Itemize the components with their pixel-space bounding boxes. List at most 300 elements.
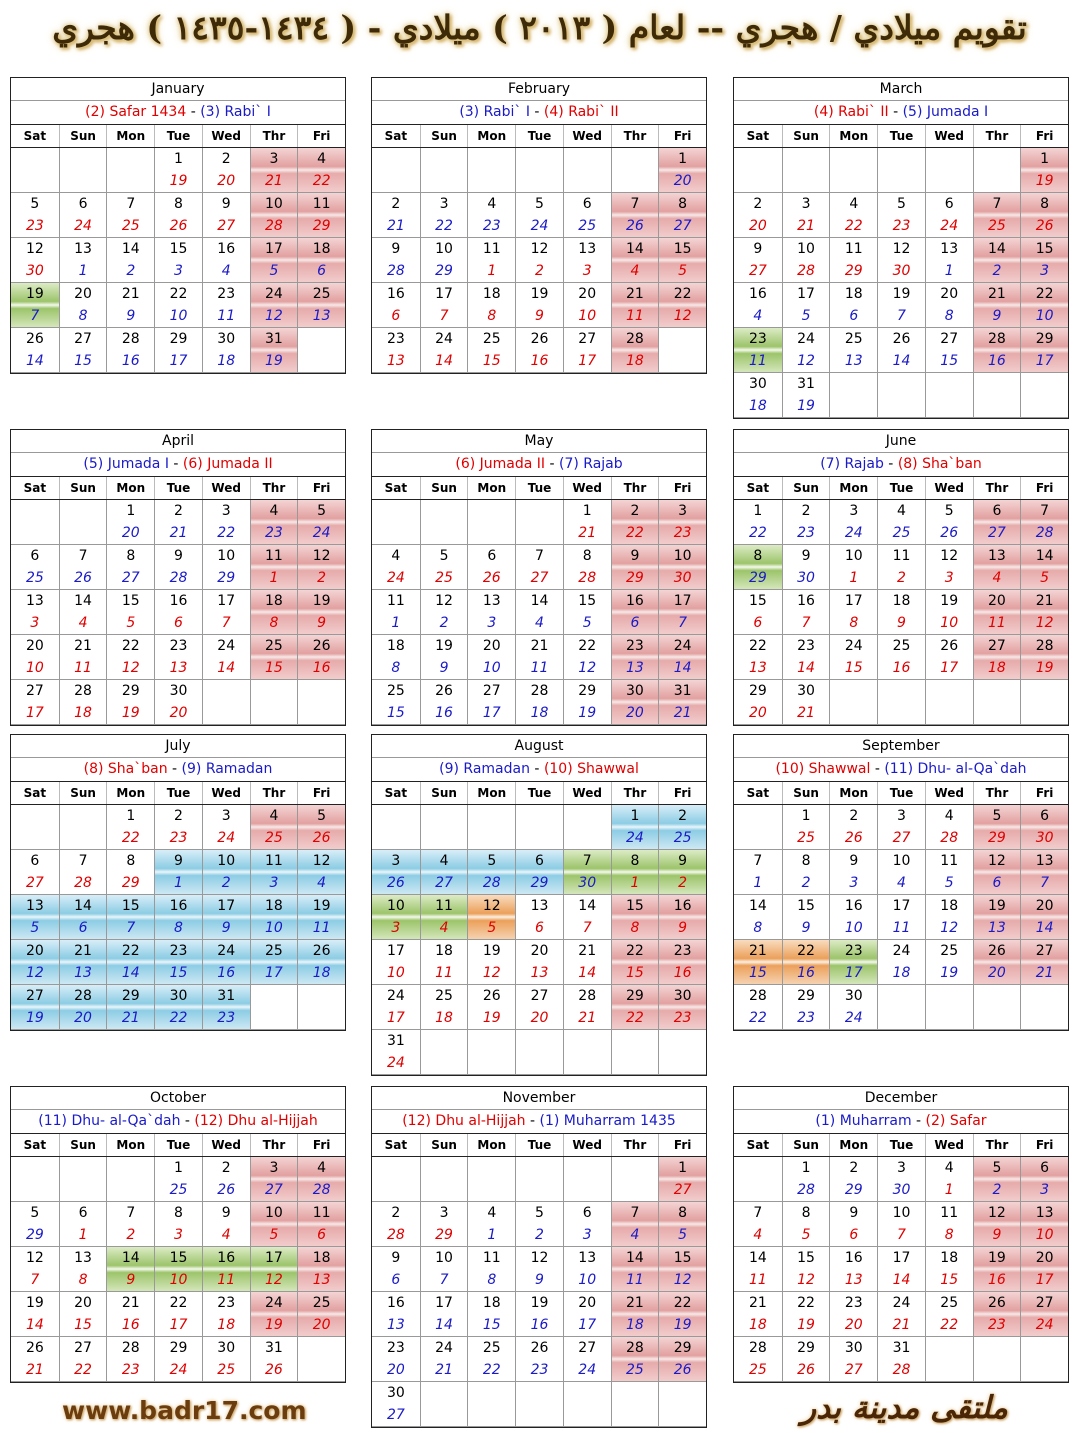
hijri-day — [11, 827, 59, 849]
hijri-day: 6 — [992, 875, 1002, 891]
hijri-day: 9 — [678, 920, 688, 936]
day-cell — [973, 1292, 1021, 1337]
gregorian-day: 19 — [312, 593, 331, 609]
hijri-day: 13 — [626, 660, 644, 676]
hijri-day — [298, 350, 345, 372]
day-cell — [372, 283, 420, 328]
hijri-day: 14 — [217, 660, 236, 676]
hijri-day: 20 — [673, 173, 692, 189]
day-cell — [925, 238, 973, 283]
gregorian-day — [298, 328, 345, 350]
gregorian-day: 28 — [530, 683, 549, 699]
day-cell — [734, 500, 782, 545]
hijri-day — [468, 1179, 515, 1201]
hijri-months-label — [734, 101, 1068, 125]
empty-day-cell — [877, 680, 925, 725]
empty-day-cell — [515, 148, 563, 193]
gregorian-day — [421, 148, 468, 170]
weekday-label: Fri — [1020, 782, 1068, 804]
gregorian-day: 22 — [169, 1295, 188, 1311]
hijri-day — [421, 170, 468, 192]
day-cell — [154, 590, 202, 635]
hijri-day: 14 — [25, 353, 44, 369]
gregorian-day — [1021, 1337, 1068, 1359]
hijri-day: 22 — [940, 1317, 959, 1333]
hijri-day: 25 — [797, 830, 815, 846]
hijri-day: 14 — [435, 353, 453, 369]
gregorian-day — [659, 1382, 706, 1404]
gregorian-day: 25 — [940, 1295, 959, 1311]
gregorian-day: 6 — [78, 1205, 88, 1221]
day-cell — [734, 1247, 782, 1292]
hijri-day: 14 — [25, 1317, 44, 1333]
gregorian-day: 20 — [988, 593, 1006, 609]
month-block-august — [371, 734, 707, 1076]
gregorian-day — [830, 148, 877, 170]
hijri-day: 20 — [169, 705, 188, 721]
gregorian-day: 29 — [748, 683, 767, 699]
hijri-day: 20 — [748, 705, 767, 721]
weekday-label: Wed — [202, 477, 250, 499]
month-block-july — [10, 734, 346, 1031]
empty-day-cell — [563, 148, 611, 193]
gregorian-day: 24 — [673, 638, 692, 654]
hijri-day: 30 — [892, 263, 911, 279]
empty-day-cell — [467, 500, 515, 545]
day-cell — [59, 1292, 107, 1337]
hijri-day: 13 — [312, 308, 331, 324]
hijri-day: 5 — [582, 615, 592, 631]
day-cell — [420, 590, 468, 635]
hijri-day: 10 — [25, 660, 44, 676]
hijri-day: 24 — [386, 1055, 405, 1071]
gregorian-day — [107, 148, 154, 170]
hijri-day — [298, 702, 345, 724]
gregorian-day: 9 — [630, 548, 640, 564]
hijri-day: 3 — [1040, 1182, 1050, 1198]
hijri-day: 25 — [169, 1182, 188, 1198]
hijri-day: 20 — [748, 218, 767, 234]
hijri-day: 14 — [673, 660, 692, 676]
hijri-day: 5 — [1040, 570, 1050, 586]
gregorian-day: 1 — [174, 151, 183, 167]
gregorian-day: 14 — [626, 1250, 644, 1266]
gregorian-day: 25 — [940, 943, 959, 959]
gregorian-day — [372, 1157, 420, 1179]
day-cell — [1020, 1157, 1068, 1202]
day-cell — [734, 328, 782, 373]
weeks-grid — [372, 148, 706, 373]
weekday-label: Fri — [658, 1134, 706, 1156]
day-cell — [734, 985, 782, 1030]
hijri-day: 21 — [121, 1010, 140, 1026]
gregorian-day: 2 — [849, 808, 859, 824]
gregorian-day: 28 — [578, 988, 597, 1004]
day-cell — [658, 500, 706, 545]
hijri-day: 9 — [897, 615, 906, 631]
day-cell — [658, 985, 706, 1030]
day-cell — [59, 985, 107, 1030]
hijri-day: 10 — [1035, 308, 1054, 324]
hijri-day — [516, 1179, 563, 1201]
gregorian-day: 21 — [748, 943, 767, 959]
gregorian-day: 23 — [844, 943, 863, 959]
gregorian-day: 18 — [265, 898, 283, 914]
weeks-grid — [11, 500, 345, 725]
gregorian-day: 16 — [797, 593, 815, 609]
gregorian-day — [11, 500, 59, 522]
hijri-day: 12 — [265, 1272, 283, 1288]
hijri-day: 22 — [482, 1362, 501, 1378]
hijri-day: 11 — [217, 308, 236, 324]
day-cell — [154, 283, 202, 328]
hijri-day: 10 — [386, 965, 405, 981]
hijri-day: 15 — [74, 1317, 92, 1333]
hijri-day: 28 — [169, 570, 188, 586]
hijri-months-label — [372, 453, 706, 477]
gregorian-day: 20 — [74, 1295, 92, 1311]
gregorian-day: 19 — [25, 1295, 44, 1311]
day-cell — [877, 805, 925, 850]
gregorian-day: 20 — [940, 286, 959, 302]
gregorian-day: 9 — [753, 241, 763, 257]
hijri-day — [564, 1179, 611, 1201]
website-url: www.badr17.com — [62, 1396, 307, 1425]
gregorian-day: 31 — [892, 1340, 911, 1356]
hijri-day: 24 — [169, 1362, 188, 1378]
weekday-label: Tue — [154, 1134, 202, 1156]
day-cell — [11, 895, 59, 940]
day-cell — [611, 1292, 659, 1337]
day-cell — [925, 283, 973, 328]
gregorian-day: 5 — [317, 503, 327, 519]
day-cell — [250, 590, 298, 635]
hijri-day: 10 — [940, 615, 959, 631]
weekday-label: Fri — [658, 477, 706, 499]
hijri-day: 11 — [217, 1272, 236, 1288]
hijri-day: 15 — [626, 965, 644, 981]
gregorian-day: 20 — [25, 943, 44, 959]
day-cell — [877, 1247, 925, 1292]
gregorian-day: 12 — [988, 1205, 1006, 1221]
gregorian-day: 21 — [988, 286, 1006, 302]
month-block-april — [10, 429, 346, 726]
gregorian-day: 23 — [844, 1295, 863, 1311]
hijri-day: 2 — [992, 263, 1002, 279]
gregorian-day: 30 — [673, 988, 692, 1004]
hijri-day: 18 — [530, 705, 549, 721]
day-cell — [154, 940, 202, 985]
hijri-day — [11, 522, 59, 544]
empty-day-cell — [467, 148, 515, 193]
hijri-day — [783, 170, 830, 192]
hijri-month-part: (1) Muharram — [815, 1113, 912, 1129]
hijri-day: 6 — [78, 920, 88, 936]
hijri-month-part: - — [529, 761, 544, 777]
day-cell — [297, 895, 345, 940]
hijri-day: 19 — [265, 1317, 283, 1333]
gregorian-day: 2 — [678, 808, 688, 824]
hijri-month-part: - — [888, 104, 903, 120]
hijri-day — [878, 1007, 925, 1029]
hijri-day: 28 — [265, 218, 283, 234]
hijri-day: 28 — [797, 263, 815, 279]
hijri-months-label — [372, 101, 706, 125]
hijri-day — [878, 170, 925, 192]
hijri-day: 13 — [844, 353, 863, 369]
gregorian-day: 31 — [265, 1340, 283, 1356]
weeks-grid — [11, 148, 345, 373]
day-cell — [106, 500, 154, 545]
day-cell — [420, 238, 468, 283]
gregorian-day: 10 — [892, 853, 911, 869]
gregorian-day: 10 — [844, 548, 863, 564]
empty-day-cell — [515, 1157, 563, 1202]
day-cell — [973, 193, 1021, 238]
day-cell — [973, 805, 1021, 850]
hijri-day: 10 — [578, 308, 597, 324]
day-cell — [372, 328, 420, 373]
hijri-month-part: (10) Shawwal — [543, 761, 639, 777]
gregorian-day — [468, 148, 515, 170]
day-cell — [11, 1202, 59, 1247]
day-cell — [154, 895, 202, 940]
hijri-day — [468, 827, 515, 849]
gregorian-day: 30 — [748, 376, 767, 392]
day-cell — [59, 1337, 107, 1382]
gregorian-day: 11 — [386, 593, 405, 609]
day-cell — [420, 283, 468, 328]
hijri-day: 11 — [748, 1272, 767, 1288]
day-cell — [658, 680, 706, 725]
day-cell — [658, 1202, 706, 1247]
hijri-day: 14 — [578, 965, 597, 981]
hijri-day: 29 — [217, 570, 236, 586]
day-cell — [973, 1157, 1021, 1202]
day-cell — [611, 1247, 659, 1292]
day-cell — [372, 1030, 420, 1075]
day-cell — [1020, 238, 1068, 283]
hijri-day: 23 — [169, 830, 188, 846]
empty-day-cell — [372, 805, 420, 850]
hijri-day: 17 — [482, 705, 501, 721]
hijri-day: 22 — [169, 1010, 188, 1026]
empty-day-cell — [372, 500, 420, 545]
gregorian-day: 16 — [844, 898, 863, 914]
gregorian-day: 15 — [797, 898, 815, 914]
gregorian-day — [926, 985, 973, 1007]
gregorian-day: 14 — [988, 241, 1006, 257]
day-cell — [467, 635, 515, 680]
hijri-day: 29 — [844, 1182, 863, 1198]
hijri-day: 6 — [753, 615, 763, 631]
day-cell — [734, 850, 782, 895]
day-cell — [829, 500, 877, 545]
gregorian-day: 22 — [121, 638, 140, 654]
hijri-day — [421, 1052, 468, 1074]
hijri-day: 13 — [530, 965, 549, 981]
hijri-day — [468, 1404, 515, 1426]
empty-day-cell — [467, 805, 515, 850]
hijri-day: 16 — [673, 965, 692, 981]
day-cell — [202, 283, 250, 328]
hijri-day: 8 — [753, 920, 763, 936]
gregorian-day — [251, 985, 298, 1007]
hijri-day: 13 — [748, 660, 767, 676]
gregorian-day: 21 — [74, 943, 92, 959]
weekday-label: Thr — [611, 1134, 659, 1156]
gregorian-day: 9 — [391, 1250, 401, 1266]
hijri-day: 5 — [801, 308, 811, 324]
day-cell — [734, 895, 782, 940]
hijri-day — [564, 170, 611, 192]
gregorian-day — [60, 805, 107, 827]
month-name: September — [734, 735, 1068, 758]
month-name: November — [372, 1087, 706, 1110]
hijri-day: 11 — [748, 353, 767, 369]
day-cell — [563, 680, 611, 725]
gregorian-day: 8 — [753, 548, 763, 564]
hijri-month-part: (9) Ramadan — [439, 761, 530, 777]
gregorian-day: 18 — [312, 1250, 331, 1266]
hijri-day: 15 — [482, 1317, 501, 1333]
empty-day-cell — [734, 148, 782, 193]
hijri-day: 23 — [988, 1317, 1006, 1333]
day-cell — [563, 193, 611, 238]
weekday-header-row — [734, 1134, 1068, 1157]
hijri-day: 8 — [391, 660, 401, 676]
weekday-label: Tue — [154, 125, 202, 147]
gregorian-day: 17 — [435, 1295, 453, 1311]
hijri-day: 2 — [439, 615, 449, 631]
gregorian-day: 3 — [439, 196, 449, 212]
gregorian-day: 12 — [940, 548, 959, 564]
gregorian-day: 16 — [217, 241, 236, 257]
day-cell — [372, 545, 420, 590]
hijri-day: 21 — [25, 1362, 44, 1378]
hijri-day: 28 — [386, 1227, 405, 1243]
day-cell — [250, 1337, 298, 1382]
hijri-day: 29 — [626, 570, 644, 586]
hijri-day: 11 — [892, 920, 911, 936]
weekday-label: Wed — [202, 1134, 250, 1156]
gregorian-day: 13 — [25, 898, 44, 914]
gregorian-day: 28 — [748, 988, 767, 1004]
gregorian-day: 24 — [892, 943, 911, 959]
day-cell — [297, 238, 345, 283]
gregorian-day: 7 — [78, 548, 88, 564]
hijri-day: 6 — [849, 1227, 859, 1243]
hijri-day: 7 — [221, 615, 231, 631]
hijri-day: 16 — [530, 1317, 549, 1333]
gregorian-day: 18 — [844, 286, 863, 302]
hijri-day: 16 — [121, 1317, 140, 1333]
weekday-label: Sun — [59, 125, 107, 147]
gregorian-day: 2 — [801, 503, 811, 519]
month-name: June — [734, 430, 1068, 453]
hijri-day: 29 — [530, 875, 549, 891]
day-cell — [829, 1247, 877, 1292]
hijri-day: 12 — [797, 1272, 815, 1288]
gregorian-day — [612, 1030, 659, 1052]
hijri-day — [734, 1179, 782, 1201]
gregorian-day: 23 — [797, 638, 815, 654]
gregorian-day: 24 — [797, 331, 815, 347]
month-name: July — [11, 735, 345, 758]
hijri-day — [516, 1404, 563, 1426]
gregorian-day: 18 — [940, 1250, 959, 1266]
gregorian-day: 27 — [25, 988, 44, 1004]
gregorian-day: 1 — [126, 503, 136, 519]
day-cell — [420, 895, 468, 940]
day-cell — [467, 1202, 515, 1247]
hijri-day — [612, 1404, 659, 1426]
day-cell — [877, 1157, 925, 1202]
month-block-may — [371, 429, 707, 726]
gregorian-day: 9 — [678, 853, 688, 869]
gregorian-day: 15 — [748, 593, 767, 609]
hijri-day: 27 — [25, 875, 44, 891]
empty-day-cell — [658, 1030, 706, 1075]
month-name: October — [11, 1087, 345, 1110]
day-cell — [202, 500, 250, 545]
day-cell — [250, 1247, 298, 1292]
day-cell — [515, 1292, 563, 1337]
weeks-grid — [11, 805, 345, 1030]
month-name: January — [11, 78, 345, 101]
gregorian-day: 11 — [940, 1205, 959, 1221]
hijri-day: 19 — [482, 1010, 501, 1026]
gregorian-day — [516, 805, 563, 827]
hijri-day: 18 — [892, 965, 911, 981]
gregorian-day: 28 — [121, 331, 140, 347]
gregorian-day: 19 — [435, 638, 453, 654]
gregorian-day: 17 — [217, 898, 236, 914]
empty-day-cell — [611, 1157, 659, 1202]
gregorian-day: 30 — [844, 1340, 863, 1356]
day-cell — [515, 895, 563, 940]
hijri-day — [516, 522, 563, 544]
day-cell — [829, 1337, 877, 1382]
hijri-day: 23 — [673, 1010, 692, 1026]
weekday-label: Sat — [23, 481, 47, 495]
hijri-day: 26 — [217, 1182, 236, 1198]
hijri-day: 29 — [844, 263, 863, 279]
day-cell — [658, 850, 706, 895]
empty-day-cell — [515, 1030, 563, 1075]
hijri-day — [372, 170, 420, 192]
gregorian-day — [564, 1157, 611, 1179]
day-cell — [154, 193, 202, 238]
hijri-day: 10 — [169, 308, 188, 324]
day-cell — [202, 193, 250, 238]
hijri-day: 10 — [265, 920, 283, 936]
gregorian-day: 11 — [844, 241, 863, 257]
day-cell — [467, 985, 515, 1030]
weekday-label: Thr — [973, 1134, 1021, 1156]
gregorian-day: 15 — [626, 898, 644, 914]
day-cell — [202, 985, 250, 1030]
hijri-day: 11 — [988, 615, 1006, 631]
hijri-day: 16 — [892, 660, 911, 676]
gregorian-day: 27 — [1035, 943, 1054, 959]
hijri-day: 29 — [435, 263, 453, 279]
hijri-day: 27 — [673, 218, 692, 234]
empty-day-cell — [11, 148, 59, 193]
weekday-label: Thr — [250, 1134, 298, 1156]
empty-day-cell — [973, 680, 1021, 725]
day-cell — [467, 680, 515, 725]
